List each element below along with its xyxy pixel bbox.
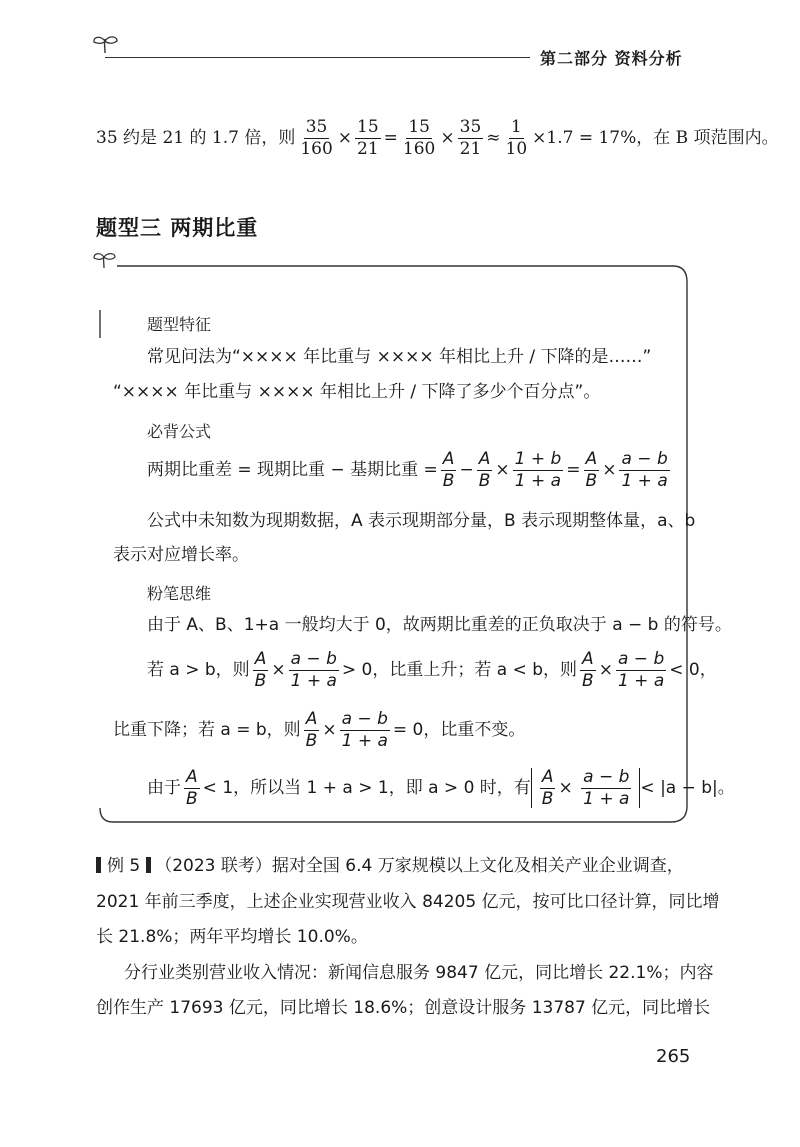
header-title: 第二部分 资料分析 <box>540 49 683 68</box>
example-line: 创作生产 17693 亿元，同比增长 18.6%；创意设计服务 13787 亿元，同比增长 <box>96 998 711 1018</box>
absolute-value: $\frac{A}{B}$ × $\frac{a - b}{1 + a}$ <box>531 768 641 808</box>
paragraph: 常见问法为“×××× 年比重与 ×××× 年相比上升 / 下降的是……” <box>147 347 652 367</box>
header-rule <box>105 57 530 58</box>
page-number: 265 <box>656 1046 691 1067</box>
paragraph: 表示对应增长率。 <box>113 545 249 565</box>
fraction: $\frac{A}{B}$ <box>442 449 455 491</box>
fraction: $\frac{35}{160}$ <box>300 117 333 159</box>
fraction: $\frac{A}{B}$ <box>305 709 318 751</box>
fraction: $\frac{1 + b}{1 + a}$ <box>514 449 562 491</box>
fraction: $\frac{15}{160}$ <box>402 117 436 159</box>
fraction: $\frac{15}{21}$ <box>357 117 379 159</box>
paragraph: 公式中未知数为现期数据，A 表示现期部分量，B 表示现期整体量，a、b <box>147 511 696 531</box>
fraction: $\frac{a - b}{1 + a}$ <box>621 449 668 491</box>
subheading-thinking: 粉笔思维 <box>147 584 212 603</box>
formula-line: 两期比重差 = 现期比重 − 基期比重 = $\frac{A}{B}$ − $\frac{A}{B}$ × $\frac{1 + b}{1 + a}$ = $\frac{A}{B}$ × $\frac{a - b}{1 + a}$ <box>147 449 668 491</box>
subheading-features: 题型特征 <box>147 315 212 334</box>
example-tag-bar-left <box>96 857 101 873</box>
example-line: 长 21.8%；两年平均增长 10.0%。 <box>96 927 368 947</box>
fraction: $\frac{35}{21}$ <box>459 117 482 159</box>
subheading-formula: 必背公式 <box>147 422 212 441</box>
sprout-icon <box>92 33 120 55</box>
paragraph: “×××× 年比重与 ×××× 年相比上升 / 下降了多少个百分点”。 <box>113 382 601 402</box>
example-tag: 例 5 <box>107 856 141 876</box>
fraction: $\frac{A}{B}$ <box>254 649 267 691</box>
example-tag-bar-right <box>146 857 151 873</box>
fraction: $\frac{A}{B}$ <box>585 449 598 491</box>
fraction: $\frac{1}{10}$ <box>505 117 528 159</box>
math-line: 若 a > b，则 $\frac{A}{B}$ × $\frac{a - b}{1 + a}$ > 0，比重上升；若 a < b，则 $\frac{A}{B}$ × $\frac{a - b}{1 + a}$ < 0， <box>147 649 717 691</box>
math-line: 比重下降；若 a = b，则 $\frac{A}{B}$ × $\frac{a - b}{1 + a}$ = 0，比重不变。 <box>113 709 526 751</box>
fraction: $\frac{a - b}{1 + a}$ <box>341 709 388 751</box>
example-line: 2021 年前三季度，上述企业实现营业收入 84205 亿元，按可比口径计算，同比增 <box>96 892 720 912</box>
section-title: 题型三 两期比重 <box>96 216 259 240</box>
paragraph: 由于 A、B、1+a 一般均大于 0，故两期比重差的正负取决于 a − b 的符号。 <box>147 615 732 635</box>
example-line: 分行业类别营业收入情况：新闻信息服务 9847 亿元，同比增长 22.1%；内容 <box>124 963 714 983</box>
fraction: $\frac{A}{B}$ <box>582 649 594 691</box>
example-line: 例 5 （2023 联考）据对全国 6.4 万家规模以上文化及相关产业企业调查， <box>96 857 684 875</box>
math-line: 由于 $\frac{A}{B}$ < 1，所以当 1 + a > 1，即 a > 0 时，有 $\frac{A}{B}$ × $\frac{a - b}{1 + a}$ < |a − b|。 <box>147 767 735 809</box>
intro-line: 35 约是 21 的 1.7 倍，则 $\frac{35}{160}$ × $\frac{15}{21}$ = $\frac{15}{160}$ × $\frac{35}{21}$ ≈ $\frac{1}{10}$ ×1.7 = 17%，在 B 项范围内。 <box>96 117 779 159</box>
fraction: $\frac{A}{B}$ <box>186 767 198 809</box>
fraction: $\frac{A}{B}$ <box>478 449 491 491</box>
fraction: $\frac{a - b}{1 + a}$ <box>617 649 665 691</box>
fraction: $\frac{a - b}{1 + a}$ <box>290 649 337 691</box>
